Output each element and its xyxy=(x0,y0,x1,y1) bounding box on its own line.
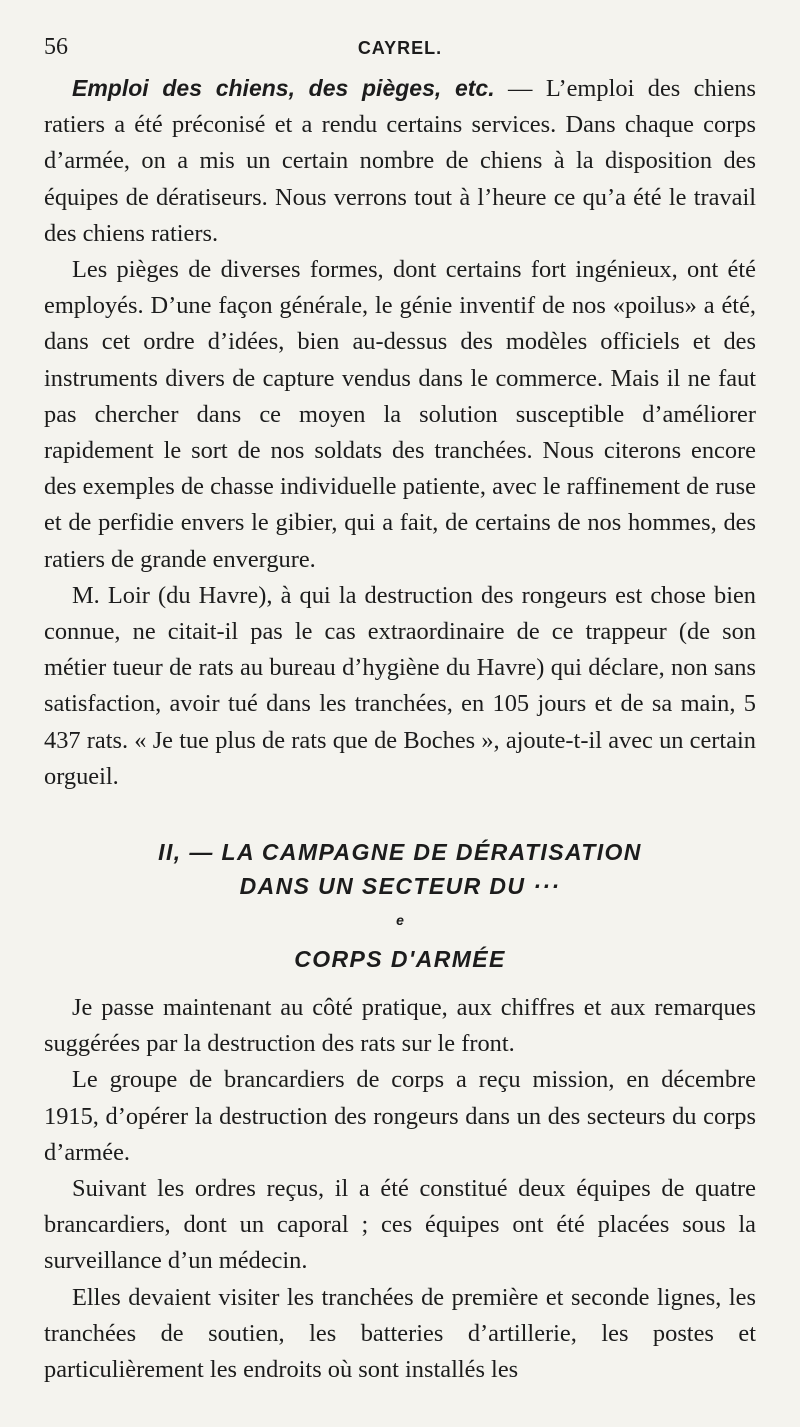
paragraph: Les pièges de diverses formes, dont certains fort ingénieux, ont été employés. D’une façon générale, le génie inventif de nos «poilus» a été, dans cet ordre d’idées, bien au-dessus des modèles officiels et des instruments divers de capture vendus dans le commerce. Mais il ne faut pas chercher dans ce moyen la solution susceptible d’améliorer rapidement le sort de nos soldats des tranchées. Nous citerons encore des exemples de chasse individuelle patiente, avec le raffinement de ruse et de perfidie envers le gibier, qui a fait, de certains de nos hommes, des ratiers de grande envergure. xyxy=(44,256,756,573)
paragraph: Elles devaient visiter les tranchées de première et seconde lignes, les tranchées de soutien, les batteries d’artillerie, les postes et particulièrement les endroits où sont installés les xyxy=(44,1283,756,1384)
running-header xyxy=(44,30,756,70)
heading-part-b: CORPS D'ARMÉE xyxy=(294,946,506,973)
paragraph xyxy=(44,70,756,252)
page-number: 56 xyxy=(44,34,68,60)
paragraph: Le groupe de brancardiers de corps a reçu mission, en décembre 1915, d’opérer la destruction des rongeurs dans un des secteurs du corps d’armée. xyxy=(44,1066,756,1166)
em-dash: — xyxy=(494,75,546,102)
section-lead-title: Emploi des chiens, des pièges, etc. xyxy=(72,75,495,101)
ordinal-superscript: e xyxy=(396,912,404,929)
section-heading xyxy=(44,835,756,976)
section-heading-line-1: II, — LA CAMPAGNE DE DÉRATISATION xyxy=(158,839,642,866)
heading-part-a: DANS UN SECTEUR DU ··· xyxy=(239,873,561,900)
paragraph: Je passe maintenant au côté pratique, aux chiffres et aux remarques suggérées par la destruction des rats sur le front. xyxy=(44,994,756,1058)
section-heading-line-2 xyxy=(44,869,756,976)
paragraph: M. Loir (du Havre), à qui la destruction des rongeurs est chose bien connue, ne citait-il pas le cas extraordinaire de ce trappeur (de son métier tueur de rats au bureau d’hygiène du Havre) qui déclare, non sans satisfaction, avoir tué dans les tranchées, en 105 jours et de sa main, 5 437 rats. « Je tue plus de rats que de Boches », ajoute-t-il avec un certain orgueil. xyxy=(44,581,756,790)
running-title: CAYREL. xyxy=(357,38,443,58)
paragraph-text: L’emploi des chiens ratiers a été préconisé et a rendu certains services. Dans chaque corps d’armée, on a mis un certain nombre de chiens à la disposition des équipes de dératiseurs. Nous verrons tout à l’heure ce qu’a été le travail des chiens ratiers. xyxy=(44,75,756,247)
body-text xyxy=(44,70,756,1388)
paragraph: Suivant les ordres reçus, il a été constitué deux équipes de quatre brancardiers, dont un caporal ; ces équipes ont été placées sous la surveillance d’un médecin. xyxy=(44,1175,756,1275)
